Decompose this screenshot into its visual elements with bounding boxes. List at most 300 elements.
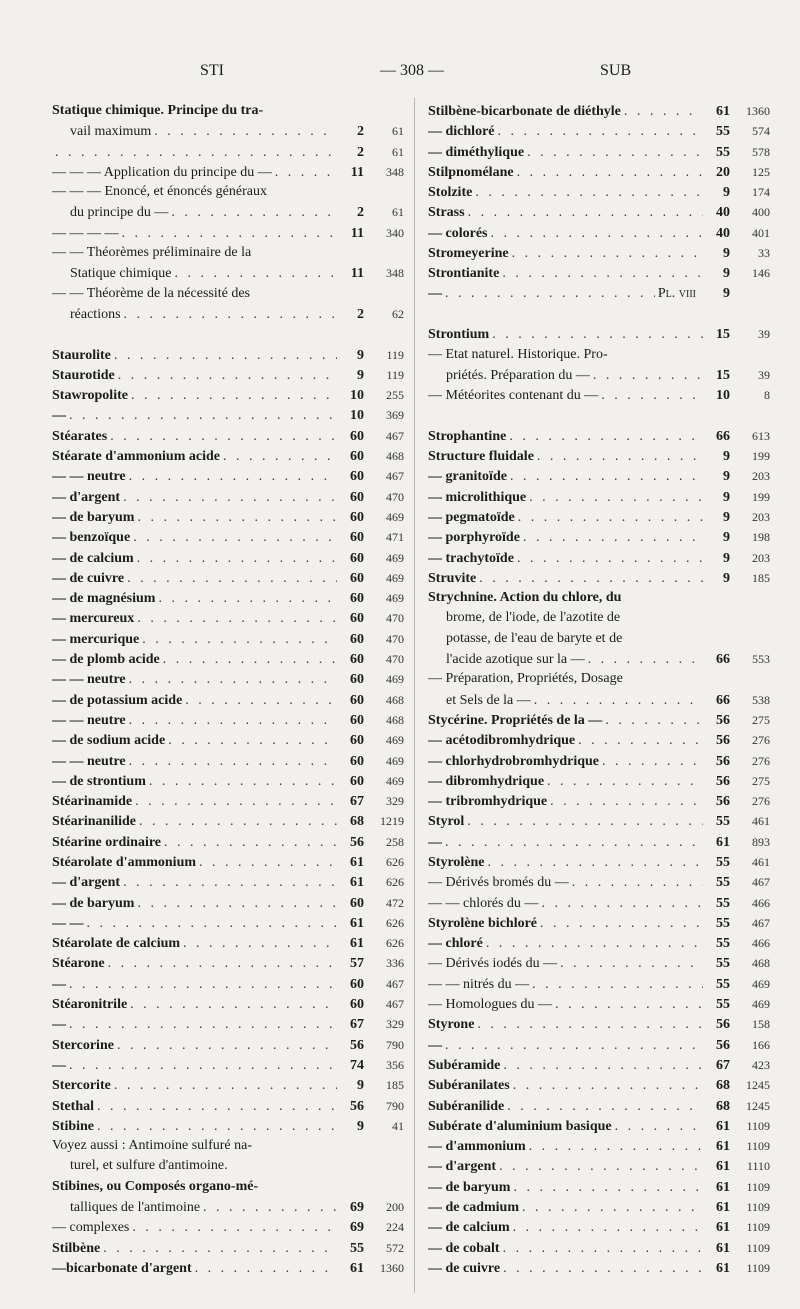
dot-leader: [537, 447, 703, 466]
page-reference: 468: [386, 692, 404, 707]
index-entry: [428, 730, 770, 750]
volume-number: 55: [716, 875, 730, 891]
page-reference: 470: [386, 489, 404, 504]
page-reference: 470: [386, 652, 404, 667]
entry-text: — d'argent: [52, 489, 121, 505]
right-column: [428, 101, 770, 1278]
index-entry: [428, 669, 770, 689]
volume-number: 56: [716, 794, 730, 810]
volume-number: 9: [723, 469, 730, 485]
entry-text: — — — —: [52, 225, 119, 241]
dot-leader: [492, 325, 703, 344]
volume-number: 60: [350, 895, 364, 911]
entry-text: Staurolite: [52, 347, 111, 363]
entry-text: Stéaronitrile: [52, 997, 128, 1013]
entry-text: — d'argent: [52, 875, 121, 891]
entry-text: Staurotide: [52, 367, 115, 383]
page-reference: 1109: [746, 1240, 770, 1255]
index-entry: [428, 487, 770, 507]
entry-text: — Homologues du —: [428, 997, 553, 1013]
volume-number: 55: [716, 814, 730, 830]
index-entry: [428, 852, 770, 872]
volume-number: 61: [350, 854, 364, 870]
entry-text: Stéarinamide: [52, 794, 133, 810]
page-reference: 203: [752, 550, 770, 565]
page-reference: 199: [752, 449, 770, 464]
volume-number: 60: [350, 509, 364, 525]
entry-text: — diméthylique: [428, 144, 525, 160]
volume-number: 9: [723, 489, 730, 505]
page-reference: 185: [386, 1078, 404, 1093]
page-reference: 61: [392, 124, 404, 139]
index-entry: [52, 1014, 404, 1034]
volume-number: 61: [350, 915, 364, 931]
dot-leader: [114, 1076, 337, 1095]
entry-text: Stibines, ou Composés organo-mé-: [52, 1178, 259, 1194]
entry-text: Stibine: [52, 1118, 95, 1134]
entry-text: — de cobalt: [428, 1240, 500, 1256]
dot-leader: [605, 711, 703, 730]
page-reference: 224: [386, 1220, 404, 1235]
index-entry: [52, 223, 404, 243]
dot-leader: [123, 488, 337, 507]
entry-text: — Préparation, Propriétés, Dosage: [428, 671, 623, 687]
page-reference: 203: [752, 509, 770, 524]
page-reference: 348: [386, 164, 404, 179]
dot-leader: [445, 833, 703, 852]
page-reference: 255: [386, 388, 404, 403]
page-reference: 574: [752, 124, 770, 139]
index-entry: [52, 548, 404, 568]
entry-text: talliques de l'antimoine: [70, 1200, 201, 1216]
dot-leader: [114, 346, 337, 365]
page-reference: 578: [752, 144, 770, 159]
volume-number: 9: [723, 570, 730, 586]
volume-number: 57: [350, 956, 364, 972]
index-entry: [52, 913, 404, 933]
entry-text: — de calcium: [428, 1220, 510, 1236]
entry-text: Strontium: [428, 327, 490, 343]
page-reference: 125: [752, 164, 770, 179]
dot-leader: [137, 894, 337, 913]
dot-leader: [87, 914, 338, 933]
index-entry: [52, 730, 404, 750]
entry-text: — — chlorés du —: [428, 895, 539, 911]
index-entry: [52, 507, 404, 527]
volume-number: 61: [716, 834, 730, 850]
entry-text: — de calcium: [52, 550, 134, 566]
entry-text: — dibromhydrique: [428, 773, 545, 789]
volume-number: 9: [357, 1118, 364, 1134]
volume-number: 56: [350, 834, 364, 850]
volume-number: 20: [716, 164, 730, 180]
volume-number: 40: [716, 225, 730, 241]
page-reference: 62: [392, 306, 404, 321]
index-entry: [52, 649, 404, 669]
volume-number: 61: [716, 1118, 730, 1134]
volume-number: 9: [723, 530, 730, 546]
page-reference: 893: [752, 834, 770, 849]
volume-number: 2: [357, 306, 364, 322]
entry-text: — — — Application du principe du —: [52, 164, 272, 180]
index-entry: [52, 101, 404, 121]
dot-leader: [507, 1097, 703, 1116]
index-entry: [428, 568, 770, 588]
volume-number: 9: [357, 367, 364, 383]
page-reference: 466: [752, 895, 770, 910]
page-reference: 258: [386, 834, 404, 849]
volume-number: 9: [723, 550, 730, 566]
entry-text: Subéramide: [428, 1057, 501, 1073]
entry-text: — mercureux: [52, 611, 135, 627]
dot-leader: [118, 366, 337, 385]
entry-text: Subérate d'aluminium basique: [428, 1118, 612, 1134]
dot-leader: [223, 447, 337, 466]
volume-number: 60: [350, 976, 364, 992]
index-entry: [428, 994, 770, 1014]
page-reference: 1110: [746, 1159, 770, 1174]
page-reference: 423: [752, 1057, 770, 1072]
page-reference: 200: [386, 1200, 404, 1215]
dot-leader: [513, 1076, 703, 1095]
index-entry: [52, 1075, 404, 1095]
dot-leader: [149, 772, 337, 791]
dot-leader: [523, 528, 703, 547]
dot-leader: [601, 386, 703, 405]
volume-number: 10: [350, 388, 364, 404]
entry-text: Stawropolite: [52, 388, 128, 404]
entry-text: — de sodium acide: [52, 733, 166, 749]
page-reference: 468: [386, 449, 404, 464]
entry-text: — trachytoïde: [428, 550, 514, 566]
index-entry: [428, 1096, 770, 1116]
dot-leader: [171, 203, 337, 222]
index-entry: [428, 426, 770, 446]
entry-text: Stilbène: [52, 1240, 101, 1256]
dot-leader: [131, 386, 337, 405]
index-entry: [428, 933, 770, 953]
index-entry: [428, 243, 770, 263]
dot-leader: [97, 1097, 337, 1116]
entry-text: et Sels de la —: [446, 692, 531, 708]
page-reference: 468: [752, 956, 770, 971]
page-reference: 466: [752, 936, 770, 951]
index-entry: [52, 284, 404, 304]
dot-leader: [486, 934, 703, 953]
dot-leader: [572, 873, 703, 892]
page-reference: 1109: [746, 1200, 770, 1215]
entry-text: — — — Enoncé, et énoncés généraux: [52, 184, 267, 200]
volume-number: 2: [357, 144, 364, 160]
entry-text: Stéarate d'ammonium acide: [52, 449, 220, 465]
page-reference: 790: [386, 1037, 404, 1052]
index-entry: [52, 568, 404, 588]
dot-leader: [555, 995, 703, 1014]
dot-leader: [135, 792, 337, 811]
entry-text: du principe du —: [70, 205, 169, 221]
page-reference: 626: [386, 854, 404, 869]
page-reference: 469: [386, 570, 404, 585]
page-reference: 471: [386, 530, 404, 545]
volume-number: 61: [350, 875, 364, 891]
index-entry: [428, 710, 770, 730]
entry-text: Styrol: [428, 814, 465, 830]
entry-text: — Etat naturel. Historique. Pro-: [428, 346, 608, 362]
dot-leader: [503, 1239, 703, 1258]
volume-number: 67: [350, 794, 364, 810]
column-divider: [414, 98, 415, 1293]
volume-number: 55: [716, 997, 730, 1013]
volume-number: 2: [357, 205, 364, 221]
volume-number: 11: [350, 164, 364, 180]
dot-leader: [445, 1036, 703, 1055]
page-reference: 356: [386, 1057, 404, 1072]
entry-text: —: [52, 976, 66, 992]
dot-leader: [540, 914, 703, 933]
index-entry: [52, 446, 404, 466]
entry-text: Stéarates: [52, 428, 108, 444]
entry-text: — granitoïde: [428, 469, 507, 485]
dot-leader: [588, 650, 703, 669]
page-reference: 41: [392, 1118, 404, 1133]
index-entry: [428, 811, 770, 831]
entry-text: Stéarone: [52, 956, 105, 972]
volume-number: 55: [716, 854, 730, 870]
entry-text: — Dérivés bromés du —: [428, 875, 569, 891]
volume-number: 56: [716, 733, 730, 749]
volume-number: 69: [350, 1200, 364, 1216]
dot-leader: [518, 508, 703, 527]
dot-leader: [512, 244, 703, 263]
page-reference: 467: [752, 915, 770, 930]
dot-leader: [593, 366, 703, 385]
page-header: [0, 62, 800, 86]
dot-leader: [517, 549, 703, 568]
dot-leader: [488, 853, 703, 872]
page-reference: 467: [752, 875, 770, 890]
dot-leader: [117, 1036, 337, 1055]
dot-leader: [475, 183, 703, 202]
page-reference: 467: [386, 428, 404, 443]
index-entry: [52, 811, 404, 831]
dot-leader: [164, 833, 337, 852]
volume-number: 61: [716, 1179, 730, 1195]
volume-number: 56: [716, 1037, 730, 1053]
entry-text: Stéarine ordinaire: [52, 834, 162, 850]
entry-text: vail maximum: [70, 124, 152, 140]
index-entry: [428, 1156, 770, 1176]
header-left: STI: [200, 62, 224, 79]
dot-leader: [498, 122, 704, 141]
volume-number: 67: [350, 1017, 364, 1033]
page-reference: 613: [752, 428, 770, 443]
volume-number: 10: [350, 408, 364, 424]
entry-text: Stéarolate de calcium: [52, 936, 181, 952]
entry-text: — complexes: [52, 1220, 130, 1236]
page-reference: 1109: [746, 1118, 770, 1133]
dot-leader: [578, 731, 703, 750]
volume-number: 60: [350, 611, 364, 627]
dot-leader: [69, 975, 337, 994]
volume-number: 56: [716, 753, 730, 769]
entry-text: Strontianite: [428, 266, 500, 282]
dot-leader: [615, 1117, 703, 1136]
entry-text: — colorés: [428, 225, 488, 241]
index-entry: [428, 1258, 770, 1278]
page-reference: 572: [386, 1240, 404, 1255]
index-entry: [52, 426, 404, 446]
page-reference: 276: [752, 753, 770, 768]
volume-number: 60: [350, 692, 364, 708]
volume-number: 11: [350, 266, 364, 282]
entry-text: Styrolène: [428, 854, 485, 870]
entry-text: — de cadmium: [428, 1200, 519, 1216]
dot-leader: [137, 508, 337, 527]
index-entry: [52, 1156, 404, 1176]
index-entry: [52, 994, 404, 1014]
dot-leader: [69, 1015, 337, 1034]
dot-leader: [602, 752, 703, 771]
volume-number: 60: [350, 570, 364, 586]
page-reference: 275: [752, 773, 770, 788]
dot-leader: [127, 569, 337, 588]
page-reference: 401: [752, 225, 770, 240]
dot-leader: [195, 1259, 337, 1278]
entry-text: —: [428, 834, 442, 850]
entry-text: — chloré: [428, 936, 483, 952]
page-reference: 469: [386, 672, 404, 687]
dot-leader: [510, 467, 703, 486]
volume-number: 9: [723, 509, 730, 525]
index-entry: [428, 751, 770, 771]
index-entry: [52, 1197, 404, 1217]
index-entry: [428, 446, 770, 466]
volume-number: 68: [716, 1098, 730, 1114]
index-entry: [428, 1116, 770, 1136]
index-entry: [52, 1116, 404, 1136]
index-entry: [52, 1217, 404, 1237]
index-entry: [428, 182, 770, 202]
index-entry: [428, 324, 770, 344]
volume-number: 15: [716, 327, 730, 343]
index-entry: [52, 933, 404, 953]
index-entry: [428, 913, 770, 933]
entry-text: —: [52, 408, 66, 424]
index-entry: [52, 202, 404, 222]
index-entry: [428, 1055, 770, 1075]
index-entry: [52, 608, 404, 628]
entry-text: — Dérivés iodés du —: [428, 956, 558, 972]
entry-text: brome, de l'iode, de l'azotite de: [446, 610, 621, 626]
volume-number: 60: [350, 753, 364, 769]
page-reference: 340: [386, 225, 404, 240]
volume-number: 56: [716, 773, 730, 789]
dot-leader: [199, 853, 337, 872]
page-reference: 553: [752, 652, 770, 667]
index-entry: [428, 1035, 770, 1055]
entry-text: réactions: [70, 306, 121, 322]
page-reference: 626: [386, 875, 404, 890]
index-entry: [428, 466, 770, 486]
page-reference: 626: [386, 936, 404, 951]
dot-leader: [479, 569, 703, 588]
index-entry: [428, 608, 770, 628]
entry-text: — Météorites contenant du —: [428, 388, 599, 404]
entry-text: — de potassium acide: [52, 692, 183, 708]
dot-leader: [133, 528, 337, 547]
entry-text: — porphyroïde: [428, 530, 520, 546]
index-entry: [428, 284, 770, 304]
dot-leader: [522, 1198, 703, 1217]
index-entry: [428, 1014, 770, 1034]
volume-number: 56: [350, 1037, 364, 1053]
dot-leader: [275, 163, 337, 182]
page-reference: 1360: [746, 104, 770, 118]
volume-number: 56: [350, 1098, 364, 1114]
page-reference: 467: [386, 997, 404, 1012]
entry-text: — — nitrés du —: [428, 976, 530, 992]
page-reference: 790: [386, 1098, 404, 1113]
index-entry: [52, 162, 404, 182]
entry-text: — mercurique: [52, 631, 140, 647]
dot-leader: [624, 102, 703, 121]
index-entry: [52, 385, 404, 405]
volume-number: 60: [350, 449, 364, 465]
page-reference: 470: [386, 631, 404, 646]
entry-text: Statique chimique. Principe du tra-: [52, 103, 264, 118]
dot-leader: [499, 1157, 703, 1176]
dot-leader: [139, 812, 337, 831]
index-entry: [52, 771, 404, 791]
entry-text: Styrolène bichloré: [428, 915, 538, 931]
index-entry: [52, 872, 404, 892]
volume-number: 60: [350, 712, 364, 728]
dot-leader: [517, 163, 703, 182]
volume-number: 60: [350, 428, 364, 444]
page-reference: 329: [386, 1017, 404, 1032]
volume-number: 60: [350, 631, 364, 647]
entry-text: — de cuivre: [52, 570, 125, 586]
volume-number: 9: [723, 285, 730, 301]
index-entry: [52, 1136, 404, 1156]
dot-leader: [110, 427, 337, 446]
dot-leader: [468, 203, 703, 222]
volume-number: 10: [716, 388, 730, 404]
index-entry: [428, 1136, 770, 1156]
index-entry: [52, 405, 404, 425]
index-entry: [428, 872, 770, 892]
volume-number: 9: [723, 246, 730, 262]
index-entry: [428, 101, 770, 121]
page-reference: 469: [386, 733, 404, 748]
entry-text: — — neutre: [52, 672, 126, 688]
entry-text: — de cuivre: [428, 1260, 501, 1276]
index-entry: [52, 1096, 404, 1116]
index-entry: [428, 527, 770, 547]
index-entry: [52, 751, 404, 771]
volume-number: 60: [350, 733, 364, 749]
entry-text: Subéranilide: [428, 1098, 505, 1114]
page-reference: 276: [752, 794, 770, 809]
volume-number: 9: [723, 185, 730, 201]
dot-leader: [541, 894, 703, 913]
index-entry: [52, 527, 404, 547]
index-entry: [52, 1035, 404, 1055]
index-entry: [52, 182, 404, 202]
index-entry: [428, 953, 770, 973]
spacer: [428, 304, 770, 324]
volume-number: 66: [716, 692, 730, 708]
